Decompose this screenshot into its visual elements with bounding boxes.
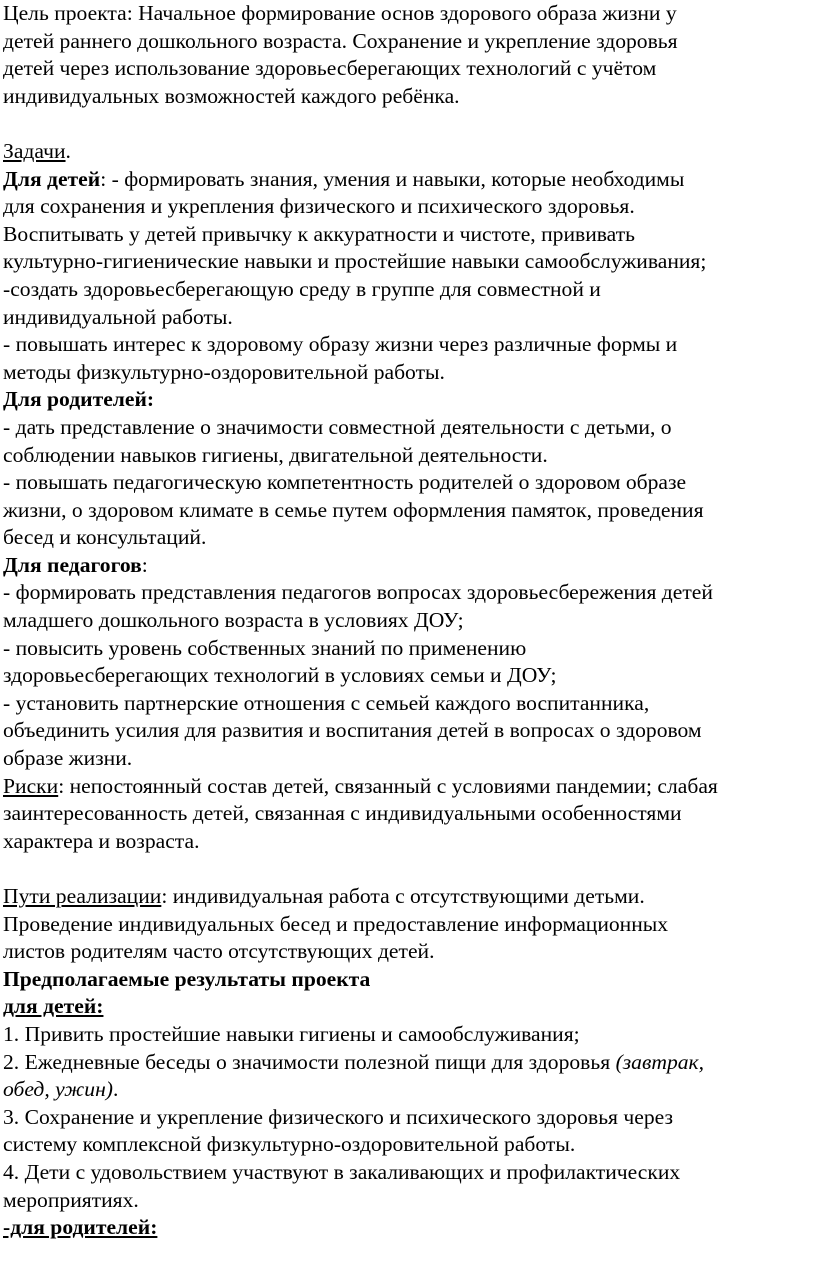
goal-section (3, 0, 816, 110)
teachers-line: - повысить уровень собственных знаний по применению (3, 635, 527, 660)
children-first-line (3, 166, 816, 194)
teachers-line: - установить партнерские отношения с семьей каждого воспитанника, (3, 690, 650, 715)
risks-line: характера и возраста. (3, 828, 200, 853)
children-line: методы физкультурно-оздоровительной работы. (3, 359, 445, 384)
ways-section (3, 883, 816, 966)
results-item-3-line: 3. Сохранение и укрепление физического и психического здоровья через (3, 1104, 673, 1129)
tasks-children (3, 166, 816, 387)
risks-first-line-text: : непостоянный состав детей, связанный с условиями пандемии; слабая (58, 773, 718, 798)
results-children-label: для детей: (3, 994, 104, 1019)
children-first-line-text: : - формировать знания, умения и навыки, которые необходимы (100, 166, 685, 191)
children-line: культурно-гигиенические навыки и простейшие навыки самообслуживания; (3, 249, 707, 274)
children-line: индивидуальной работы. (3, 304, 233, 329)
children-label: Для детей (3, 166, 101, 191)
parents-line: жизни, о здоровом климате в семье путем оформления памяток, проведения (3, 497, 704, 522)
results-item-2-line-2 (3, 1076, 816, 1104)
spacer (3, 110, 816, 138)
ways-line: Проведение индивидуальных бесед и предоставление информационных (3, 911, 669, 936)
parents-line: соблюдении навыков гигиены, двигательной деятельности. (3, 442, 548, 467)
results-heading: Предполагаемые результаты проекта (3, 966, 371, 991)
teachers-line: младшего дошкольного возраста в условиях ДОУ; (3, 608, 464, 633)
goal-line-2: детей раннего дошкольного возраста. Сохранение и укрепление здоровья (3, 28, 678, 53)
results-item-2-text: 2. Ежедневные беседы о значимости полезной пищи для здоровья (3, 1049, 616, 1074)
results-item-2-line-1 (3, 1049, 816, 1077)
spacer (3, 855, 816, 883)
teachers-line: объединить усилия для развития и воспитания детей в вопросах о здоровом (3, 718, 702, 743)
tasks-heading-suffix: . (65, 138, 71, 163)
teachers-label-line (3, 552, 816, 580)
teachers-label: Для педагогов (3, 552, 142, 577)
results-item-2-italic-b: обед, ужин) (3, 1077, 113, 1102)
children-line: для сохранения и укрепления физического и психического здоровья. (3, 194, 635, 219)
ways-first-line-text: : индивидуальная работа с отсутствующими детьми. (161, 884, 645, 908)
parents-line: - повышать педагогическую компетентность родителей о здоровом образе (3, 470, 687, 495)
risks-label: Риски (3, 773, 59, 798)
children-line: - повышать интерес к здоровому образу жизни через различные формы и (3, 332, 678, 357)
teachers-line: - формировать представления педагогов вопросах здоровьесбережения детей (3, 580, 713, 605)
parents-line: бесед и консультаций. (3, 525, 207, 550)
risks-section (3, 773, 816, 856)
tasks-heading: Задачи (3, 138, 66, 163)
goal-line-3: детей через использование здоровьесберегающих технологий с учётом (3, 56, 657, 81)
teachers-label-suffix: : (141, 552, 148, 577)
risks-line: заинтересованность детей, связанная с индивидуальными особенностями (3, 801, 682, 826)
results-item-3-line: систему комплексной физкультурно-оздоровительной работы. (3, 1132, 576, 1157)
ways-label: Пути реализации (3, 884, 162, 908)
results-item-1: 1. Привить простейшие навыки гигиены и самообслуживания; (3, 1021, 580, 1046)
tasks-section (3, 138, 816, 773)
children-line: -создать здоровьесберегающую среду в группе для совместной и (3, 276, 601, 301)
tasks-parents (3, 386, 816, 552)
tasks-heading-line (3, 138, 816, 166)
parents-label: Для родителей: (3, 387, 155, 412)
teachers-line: образе жизни. (3, 746, 133, 771)
results-section (3, 966, 816, 1242)
results-item-4-line: 4. Дети с удовольствием участвуют в закаливающих и профилактических (3, 1159, 681, 1184)
results-item-2-italic-a: (завтрак, (615, 1049, 705, 1074)
results-item-2-end: . (112, 1077, 119, 1102)
results-item-4-line: мероприятиях. (3, 1187, 139, 1212)
parents-line: - дать представление о значимости совместной деятельности с детьми, о (3, 414, 672, 439)
goal-line-1: Цель проекта: Начальное формирование основ здорового образа жизни у (3, 1, 677, 25)
tasks-teachers (3, 552, 816, 773)
children-line: Воспитывать у детей привычку к аккуратности и чистоте, прививать (3, 221, 635, 246)
teachers-line: здоровьесберегающих технологий в условиях семьи и ДОУ; (3, 663, 557, 688)
ways-line: листов родителям часто отсутствующих детей. (3, 939, 435, 964)
goal-line-4: индивидуальных возможностей каждого ребёнка. (3, 83, 460, 108)
results-parents-label: -для родителей: (3, 1215, 158, 1240)
risks-first-line (3, 773, 816, 801)
ways-first-line (3, 883, 816, 911)
